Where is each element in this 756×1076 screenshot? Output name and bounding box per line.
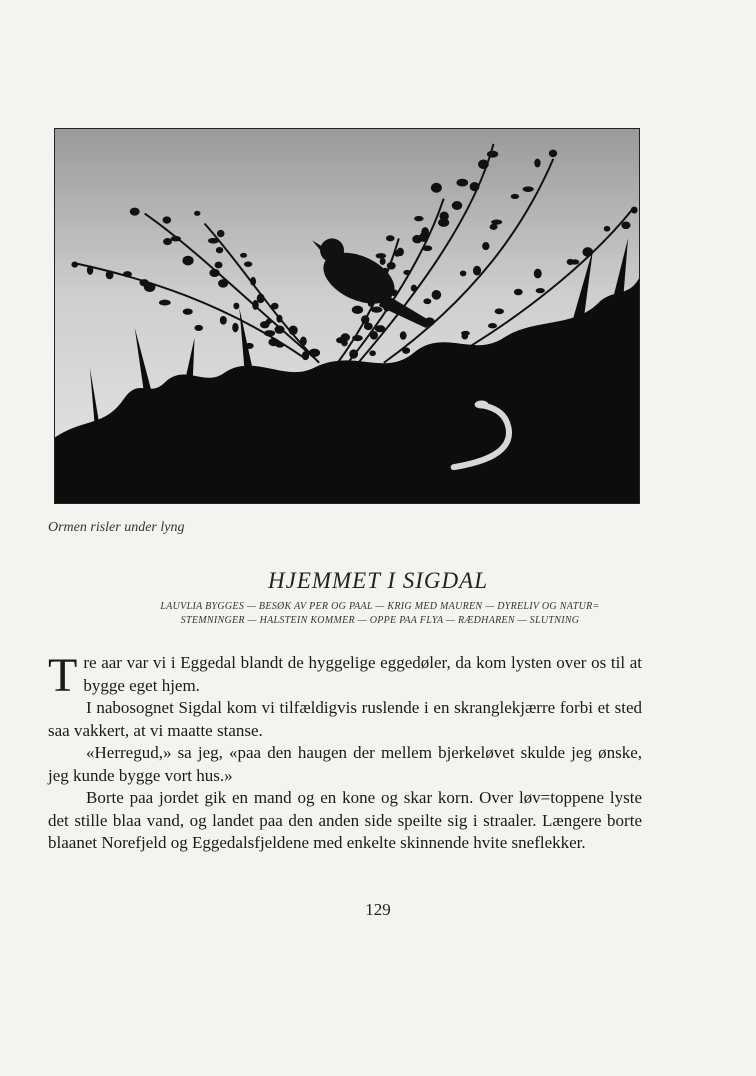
leaf: [456, 179, 468, 187]
leaf: [422, 245, 432, 251]
leaf: [567, 259, 574, 265]
leaf: [534, 269, 542, 279]
leaf: [403, 270, 411, 275]
leaf: [352, 335, 363, 341]
leaf: [123, 271, 132, 277]
leaf: [309, 349, 320, 357]
leaf: [194, 211, 200, 216]
leaf: [336, 337, 345, 343]
leaf: [183, 308, 193, 314]
leaf: [171, 236, 181, 242]
leaf: [478, 160, 489, 170]
paragraph-2: I nabosognet Sigdal kom vi tilfældigvis ruslende i en skranglekjærre forbi et sted saa vakkert, at vi maatte stanse.: [48, 698, 642, 740]
leaf: [386, 235, 395, 241]
leaf: [411, 285, 417, 292]
subheadings-line-1: LAUVLIA BYGGES — BESØK AV PER OG PAAL — KRIG MED MAUREN — DYRELIV OG NATUR=: [160, 601, 600, 612]
leaf: [495, 308, 504, 314]
leaf: [473, 266, 481, 276]
leaf: [460, 270, 467, 276]
leaf: [369, 350, 376, 356]
leaf: [400, 331, 407, 340]
leaf: [182, 256, 193, 266]
leaf: [159, 300, 171, 306]
leaf: [215, 262, 223, 269]
leaf: [274, 325, 284, 333]
leaf: [361, 315, 369, 324]
leaf: [414, 216, 424, 221]
leaf: [163, 238, 172, 245]
leaf: [490, 224, 498, 230]
leaf: [130, 208, 140, 216]
leaf: [487, 151, 498, 158]
leaf: [604, 226, 611, 232]
leaf: [257, 294, 265, 304]
leaf: [264, 330, 275, 336]
page-number: 129: [365, 900, 391, 919]
leaf: [276, 315, 282, 323]
leaf: [144, 282, 156, 292]
subheadings-line-2: STEMNINGER — HALSTEIN KOMMER — OPPE PAA FLYA — RÆDHAREN — SLUTNING: [180, 615, 580, 626]
leaf: [302, 351, 309, 360]
leaf: [289, 325, 298, 335]
leaf: [452, 201, 463, 210]
leaf: [534, 159, 540, 168]
leaf: [220, 316, 227, 325]
leaf: [371, 307, 383, 313]
leaf: [397, 248, 404, 257]
leaf: [300, 336, 307, 345]
leaf: [232, 323, 238, 333]
paragraph-4: Borte paa jordet gik en mand og en kone og skar korn. Over løv=toppene lyste det stille blaa vand, og landet paa den anden side speilte sig i straaler. Længere borte blaanet Norefjeld og Eggedalsfjeldene med enkelte skinnende hvite sneflekker.: [48, 788, 642, 852]
figure-caption: Ormen risler under lyng: [48, 520, 185, 535]
leaf: [352, 306, 363, 314]
leaf: [209, 269, 219, 277]
leaf: [536, 288, 545, 293]
leaf: [71, 261, 78, 267]
leaf: [244, 261, 252, 267]
leaf: [217, 230, 225, 237]
leaf: [349, 349, 358, 358]
leaf: [240, 253, 247, 258]
leaf: [432, 290, 442, 300]
chapter-title: HJEMMET I SIGDAL: [268, 568, 488, 593]
leaf: [631, 207, 638, 214]
leaf: [377, 325, 385, 332]
leaf: [250, 277, 256, 286]
leaf: [218, 279, 228, 288]
leaf: [439, 211, 448, 221]
leaf: [163, 216, 172, 223]
leaf: [412, 235, 422, 244]
leaf: [87, 265, 93, 274]
leaf: [431, 183, 442, 193]
leaf: [488, 323, 497, 328]
leaf: [266, 319, 272, 324]
leaf: [514, 289, 523, 296]
leaf: [511, 194, 519, 199]
leaf: [106, 270, 114, 279]
leaf: [387, 262, 396, 270]
leaf: [216, 247, 223, 253]
leaf: [462, 333, 469, 340]
body-text: [48, 649, 642, 855]
paragraph-3: «Herregud,» sa jeg, «paa den haugen der mellem bjerkeløvet skulde jeg ønske, jeg kunde bygge vort hus.»: [48, 743, 642, 785]
drop-cap: T: [48, 649, 78, 702]
leaf: [271, 303, 279, 310]
leaf: [421, 227, 429, 237]
leaf: [233, 303, 239, 310]
leaf: [194, 325, 203, 331]
leaf: [470, 182, 480, 191]
leaf: [208, 238, 219, 244]
leaf: [370, 331, 378, 340]
leaf: [275, 342, 284, 347]
leaf: [376, 253, 387, 258]
illustration: [54, 128, 640, 504]
paragraph-1-text: re aar var vi i Eggedal blandt de hyggelige eggedøler, da kom lysten over os til at bygge eget hjem.: [83, 653, 642, 695]
paragraph-1: [48, 649, 642, 702]
leaf: [621, 222, 630, 230]
chapter-subheadings: [50, 600, 710, 628]
leaf: [423, 298, 431, 304]
leaf: [522, 186, 533, 192]
leaf: [402, 347, 410, 354]
leaf: [380, 258, 386, 265]
leaf: [482, 242, 489, 250]
leaf: [549, 150, 557, 158]
